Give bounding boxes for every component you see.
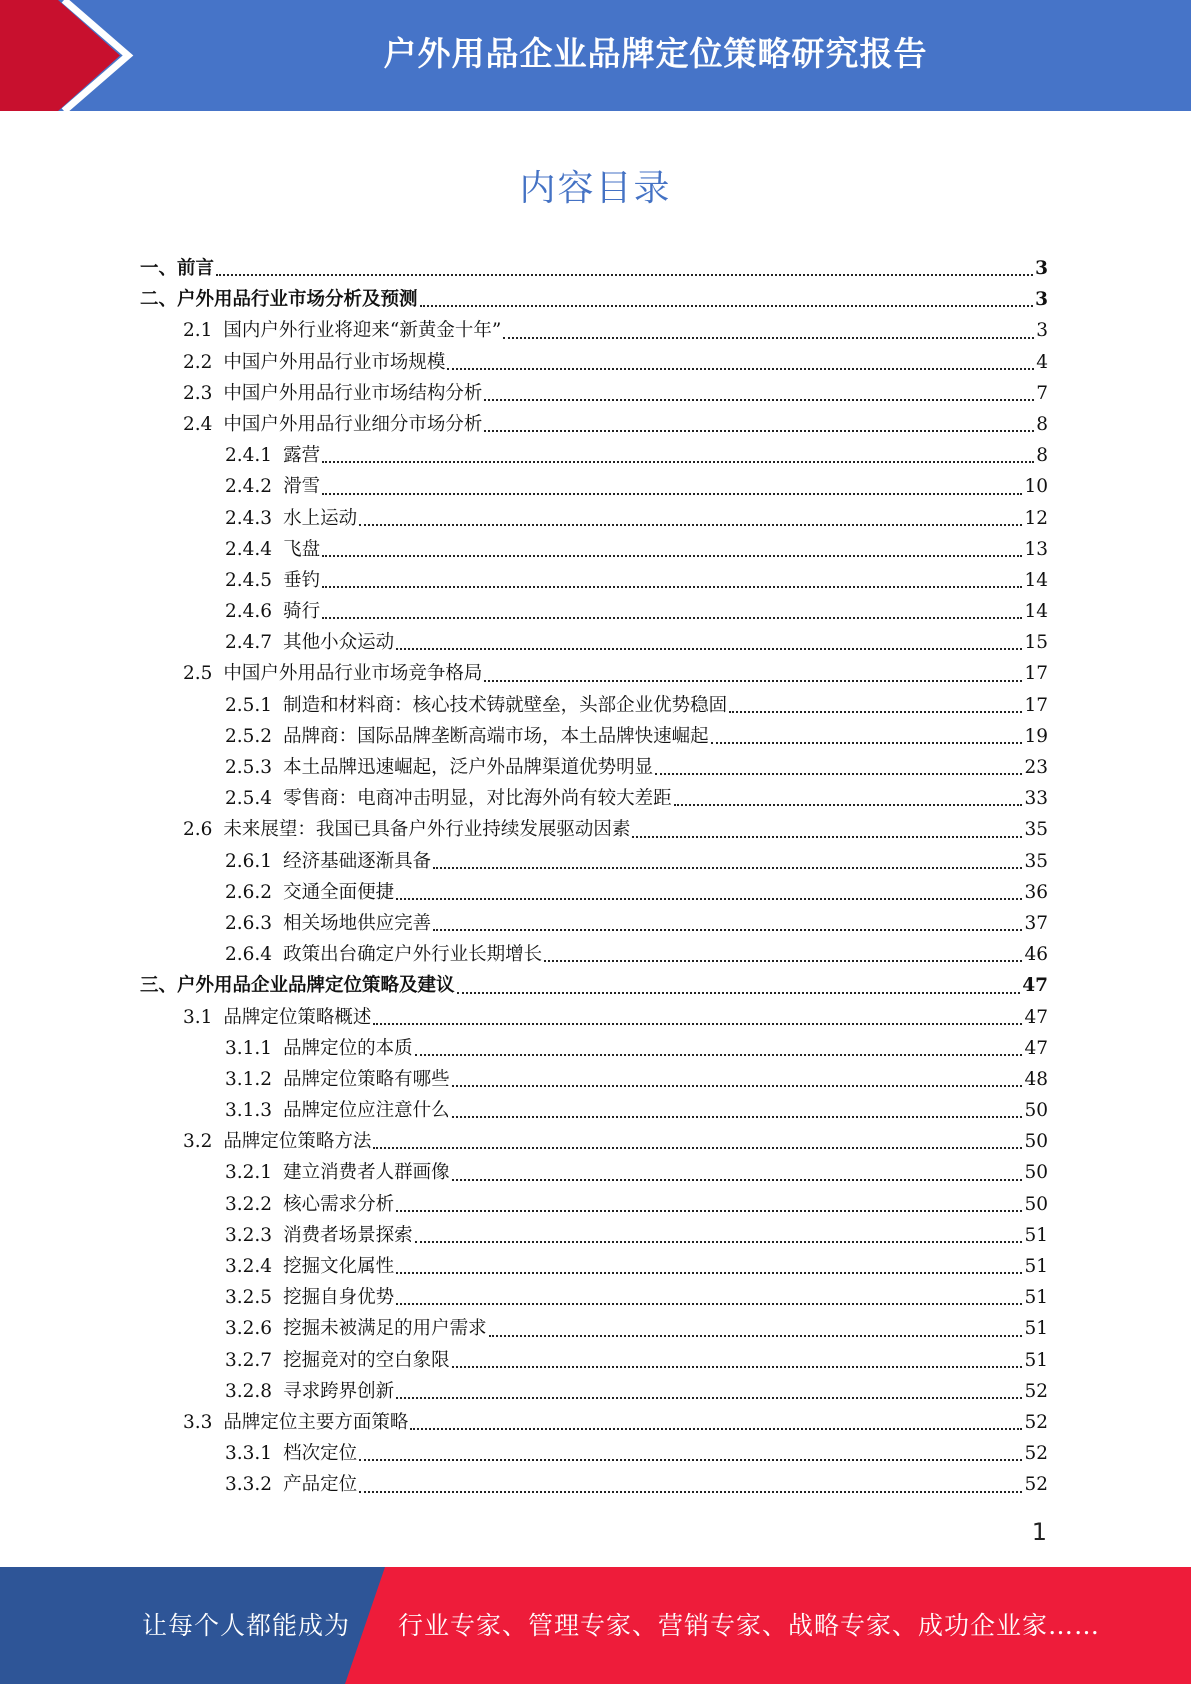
toc-entry-page: 50 xyxy=(1024,1131,1048,1153)
dot-leader xyxy=(447,368,1034,370)
toc-entry-page: 4 xyxy=(1036,351,1048,373)
toc-entry-title: 零售商：电商冲击明显，对比海外尚有较大差距 xyxy=(283,788,672,810)
toc-entry-number: 2.4.5 xyxy=(225,569,273,591)
dot-leader xyxy=(373,1023,1022,1025)
toc-entry-title: 产品定位 xyxy=(283,1474,358,1496)
dot-leader xyxy=(655,773,1022,775)
toc-entry-title: 骑行 xyxy=(283,601,321,623)
toc-entry-title: 二、户外用品行业市场分析及预测 xyxy=(140,289,418,311)
toc-entry-number: 2.4.4 xyxy=(225,538,273,560)
toc-entry-page: 35 xyxy=(1024,850,1048,872)
toc-entry-title: 其他小众运动 xyxy=(283,632,395,654)
toc-entry-number: 2.5.1 xyxy=(225,694,273,716)
dot-leader xyxy=(452,1085,1023,1087)
dot-leader xyxy=(373,1147,1022,1149)
toc-entry-number: 3.2.1 xyxy=(225,1162,273,1184)
toc-entry-title: 本土品牌迅速崛起，泛户外品牌渠道优势明显 xyxy=(283,757,654,778)
toc-entry-page: 51 xyxy=(1024,1287,1048,1309)
toc-entry-number: 2.6.4 xyxy=(225,944,273,966)
toc-entry-title: 垂钓 xyxy=(283,569,321,591)
toc-entry-title: 国内户外行业将迎来“新黄金十年” xyxy=(223,320,502,342)
toc-entry[interactable] xyxy=(140,908,1048,939)
toc-entry-title: 一、前言 xyxy=(140,258,215,279)
dot-leader xyxy=(410,1428,1022,1430)
toc-entry[interactable] xyxy=(140,721,1048,752)
toc-entry-title: 品牌定位策略有哪些 xyxy=(283,1068,450,1090)
report-title: 户外用品企业品牌定位策略研究报告 xyxy=(383,34,928,73)
toc-entry-page: 14 xyxy=(1024,569,1048,591)
toc-entry-number: 3.2.2 xyxy=(225,1193,273,1215)
dot-leader xyxy=(216,274,1033,276)
toc-entry[interactable] xyxy=(140,1407,1048,1438)
toc-entry[interactable] xyxy=(140,1095,1048,1126)
dot-leader xyxy=(359,1491,1022,1493)
dot-leader xyxy=(452,1179,1023,1181)
dot-leader xyxy=(729,711,1022,713)
toc-entry-title: 品牌定位的本质 xyxy=(283,1037,413,1059)
toc-entry-title: 中国户外用品行业市场规模 xyxy=(223,351,446,373)
toc-entry-number: 3.2.7 xyxy=(225,1349,273,1371)
toc-entry[interactable] xyxy=(140,1002,1048,1033)
toc-entry[interactable] xyxy=(140,315,1048,346)
toc-entry-page: 19 xyxy=(1024,725,1048,747)
toc-entry-title: 相关场地供应完善 xyxy=(283,912,432,934)
toc-entry[interactable] xyxy=(140,627,1048,658)
toc-entry[interactable] xyxy=(140,378,1048,409)
toc-entry[interactable] xyxy=(140,409,1048,440)
toc-entry-title: 挖掘竞对的空白象限 xyxy=(283,1349,450,1371)
dot-leader xyxy=(632,836,1022,838)
toc-entry[interactable] xyxy=(140,690,1048,721)
toc-entry-number: 2.4.7 xyxy=(225,632,273,654)
toc-entry-number: 2.1 xyxy=(183,320,213,342)
toc-entry-number: 3.1.3 xyxy=(225,1100,273,1122)
toc-entry[interactable] xyxy=(140,752,1048,783)
toc-entry[interactable] xyxy=(140,347,1048,378)
toc-entry-number: 2.5 xyxy=(183,663,213,685)
toc-entry-page: 52 xyxy=(1024,1380,1048,1402)
toc-entry-number: 2.4.6 xyxy=(225,601,273,623)
toc-entry-page: 17 xyxy=(1024,694,1048,716)
toc-entry-number: 3.1 xyxy=(183,1006,213,1028)
toc-entry[interactable] xyxy=(140,1126,1048,1157)
toc-entry-page: 47 xyxy=(1022,975,1048,997)
dot-leader xyxy=(544,960,1022,962)
page-number: 1 xyxy=(1031,1518,1047,1546)
toc-entry[interactable] xyxy=(140,783,1048,814)
toc-entry-page: 3 xyxy=(1036,320,1048,342)
dot-leader xyxy=(396,898,1022,900)
toc-entry-page: 3 xyxy=(1035,258,1048,279)
toc-entry-number: 2.6.2 xyxy=(225,881,273,903)
toc-entry[interactable] xyxy=(140,1345,1048,1376)
toc-entry-page: 33 xyxy=(1024,788,1048,810)
toc-entry-number: 3.2.3 xyxy=(225,1224,273,1246)
dot-leader xyxy=(396,1210,1022,1212)
dot-leader xyxy=(322,617,1022,619)
dot-leader xyxy=(396,1272,1022,1274)
dot-leader xyxy=(457,992,1021,994)
toc-entry-number: 2.4 xyxy=(183,413,213,435)
dot-leader xyxy=(415,1054,1023,1056)
toc-entry-page: 8 xyxy=(1036,413,1048,435)
toc-entry-title: 挖掘自身优势 xyxy=(283,1287,395,1309)
toc-entry-title: 制造和材料商：核心技术铸就壁垒，头部企业优势稳固 xyxy=(283,694,728,716)
toc-entry-number: 3.2.5 xyxy=(225,1287,273,1309)
toc-entry-title: 水上运动 xyxy=(283,507,358,529)
toc-entry-page: 7 xyxy=(1036,382,1048,404)
toc-entry-number: 2.6.3 xyxy=(225,912,273,934)
toc-entry-page: 47 xyxy=(1024,1037,1048,1059)
dot-leader xyxy=(359,1459,1022,1461)
toc-entry-number: 3.2 xyxy=(183,1131,213,1153)
toc-entry[interactable] xyxy=(140,440,1048,471)
toc-entry-title: 品牌定位应注意什么 xyxy=(283,1100,450,1122)
toc-entry-title: 中国户外用品行业细分市场分析 xyxy=(223,413,483,435)
dot-leader xyxy=(415,1241,1023,1243)
toc-entry-number: 2.5.3 xyxy=(225,757,273,778)
toc-entry[interactable] xyxy=(140,1220,1048,1251)
toc-entry-page: 8 xyxy=(1036,445,1048,467)
toc-entry-title: 寻求跨界创新 xyxy=(283,1380,395,1402)
toc-entry[interactable] xyxy=(140,939,1048,970)
toc-entry-number: 3.3.2 xyxy=(225,1474,273,1496)
toc-entry-title: 三、户外用品企业品牌定位策略及建议 xyxy=(140,975,455,997)
toc-entry-page: 50 xyxy=(1024,1193,1048,1215)
toc-entry[interactable] xyxy=(140,1033,1048,1064)
toc-entry-page: 52 xyxy=(1024,1443,1048,1465)
toc-entry[interactable] xyxy=(140,1189,1048,1220)
dot-leader xyxy=(484,680,1022,682)
dot-leader xyxy=(433,867,1022,869)
dot-leader xyxy=(322,586,1022,588)
toc-entry-number: 3.2.4 xyxy=(225,1256,273,1277)
footer-slogan-right: 行业专家、管理专家、营销专家、战略专家、成功企业家…… xyxy=(398,1611,1101,1640)
toc-entry-page: 52 xyxy=(1024,1411,1048,1433)
toc-entry-page: 47 xyxy=(1024,1006,1048,1028)
toc-entry-title: 消费者场景探索 xyxy=(283,1224,413,1246)
toc-entry-page: 51 xyxy=(1024,1349,1048,1371)
header-banner xyxy=(0,0,1191,111)
dot-leader xyxy=(452,1116,1023,1118)
toc-entry[interactable] xyxy=(140,1157,1048,1188)
toc-entry-page: 14 xyxy=(1024,601,1048,623)
toc-entry-page: 51 xyxy=(1024,1224,1048,1246)
toc-entry-number: 2.4.3 xyxy=(225,507,273,529)
toc-entry-title: 档次定位 xyxy=(283,1443,358,1465)
toc-entry-title: 滑雪 xyxy=(283,476,321,498)
toc-entry[interactable] xyxy=(140,1313,1048,1344)
toc-entry-title: 挖掘文化属性 xyxy=(283,1256,395,1277)
dot-leader xyxy=(711,742,1023,744)
toc-entry-page: 37 xyxy=(1024,912,1048,934)
toc-entry-page: 36 xyxy=(1024,881,1048,903)
toc-entry-page: 48 xyxy=(1024,1068,1048,1090)
toc-entry[interactable] xyxy=(140,253,1048,284)
toc-entry-number: 2.4.2 xyxy=(225,476,273,498)
dot-leader xyxy=(322,461,1034,463)
toc-entry-number: 3.2.6 xyxy=(225,1318,273,1340)
toc-entry[interactable] xyxy=(140,1064,1048,1095)
toc-entry-number: 2.2 xyxy=(183,351,213,373)
dot-leader xyxy=(433,929,1022,931)
dot-leader xyxy=(359,524,1022,526)
toc-entry[interactable] xyxy=(140,565,1048,596)
toc-entry-number: 3.2.8 xyxy=(225,1380,273,1402)
toc-entry-page: 13 xyxy=(1024,538,1048,560)
toc-entry-title: 中国户外用品行业市场结构分析 xyxy=(223,382,483,404)
toc-entry-number: 2.6.1 xyxy=(225,850,273,872)
dot-leader xyxy=(484,399,1034,401)
toc-heading: 内容目录 xyxy=(519,168,672,209)
table-of-contents xyxy=(140,253,1048,1501)
toc-entry-page: 15 xyxy=(1024,632,1048,654)
toc-entry-number: 3.1.1 xyxy=(225,1037,273,1059)
dot-leader xyxy=(420,305,1034,307)
dot-leader xyxy=(396,1303,1022,1305)
toc-entry[interactable] xyxy=(140,534,1048,565)
toc-entry-page: 52 xyxy=(1024,1474,1048,1496)
toc-entry-title: 露营 xyxy=(283,445,321,467)
toc-entry-title: 建立消费者人群画像 xyxy=(283,1162,450,1184)
toc-entry-page: 12 xyxy=(1024,507,1048,529)
toc-entry-title: 品牌商：国际品牌垄断高端市场，本土品牌快速崛起 xyxy=(283,725,709,747)
toc-entry[interactable] xyxy=(140,503,1048,534)
toc-entry-page: 35 xyxy=(1024,819,1048,841)
toc-entry[interactable] xyxy=(140,1376,1048,1407)
toc-entry-page: 50 xyxy=(1024,1162,1048,1184)
toc-entry-title: 中国户外用品行业市场竞争格局 xyxy=(223,663,483,685)
toc-entry[interactable] xyxy=(140,1469,1048,1500)
toc-entry-page: 3 xyxy=(1035,289,1048,311)
toc-entry-number: 3.3 xyxy=(183,1411,213,1433)
toc-entry-title: 交通全面便捷 xyxy=(283,881,395,903)
dot-leader xyxy=(503,337,1034,339)
dot-leader xyxy=(322,493,1022,495)
toc-entry-title: 品牌定位主要方面策略 xyxy=(223,1411,409,1433)
toc-entry-title: 品牌定位策略方法 xyxy=(223,1131,372,1153)
footer-slogan-left: 让每个人都能成为 xyxy=(142,1611,351,1640)
toc-entry-page: 51 xyxy=(1024,1318,1048,1340)
dot-leader xyxy=(489,1335,1023,1337)
footer-banner xyxy=(0,1567,1191,1684)
dot-leader xyxy=(452,1366,1023,1368)
toc-entry[interactable] xyxy=(140,596,1048,627)
toc-entry-number: 2.3 xyxy=(183,382,213,404)
toc-entry-page: 23 xyxy=(1024,757,1048,778)
dot-leader xyxy=(396,648,1022,650)
dot-leader xyxy=(322,555,1022,557)
toc-entry-page: 51 xyxy=(1024,1256,1048,1277)
toc-entry-number: 2.5.4 xyxy=(225,788,273,810)
toc-entry[interactable] xyxy=(140,1251,1048,1282)
toc-entry-title: 政策出台确定户外行业长期增长 xyxy=(283,944,543,966)
toc-entry[interactable] xyxy=(140,658,1048,689)
toc-entry[interactable] xyxy=(140,846,1048,877)
dot-leader xyxy=(484,430,1034,432)
toc-entry-number: 2.4.1 xyxy=(225,445,273,467)
toc-entry[interactable] xyxy=(140,814,1048,845)
toc-entry[interactable] xyxy=(140,970,1048,1001)
toc-entry-title: 品牌定位策略概述 xyxy=(223,1006,372,1028)
toc-entry[interactable] xyxy=(140,877,1048,908)
toc-entry-page: 17 xyxy=(1024,663,1048,685)
toc-entry[interactable] xyxy=(140,1438,1048,1469)
toc-entry-number: 2.5.2 xyxy=(225,725,273,747)
toc-entry-number: 2.6 xyxy=(183,819,213,841)
toc-entry-page: 46 xyxy=(1024,944,1048,966)
toc-entry-page: 50 xyxy=(1024,1100,1048,1122)
toc-entry[interactable] xyxy=(140,471,1048,502)
toc-entry-title: 未来展望：我国已具备户外行业持续发展驱动因素 xyxy=(223,819,631,841)
toc-entry[interactable] xyxy=(140,284,1048,315)
toc-entry-title: 经济基础逐渐具备 xyxy=(283,850,432,872)
toc-entry-title: 挖掘未被满足的用户需求 xyxy=(283,1318,487,1340)
toc-entry-page: 10 xyxy=(1024,476,1048,498)
toc-entry[interactable] xyxy=(140,1282,1048,1313)
toc-entry-number: 3.3.1 xyxy=(225,1443,273,1465)
toc-entry-title: 核心需求分析 xyxy=(283,1193,395,1215)
toc-entry-title: 飞盘 xyxy=(283,538,321,560)
dot-leader xyxy=(396,1397,1022,1399)
dot-leader xyxy=(674,804,1023,806)
toc-entry-number: 3.1.2 xyxy=(225,1068,273,1090)
